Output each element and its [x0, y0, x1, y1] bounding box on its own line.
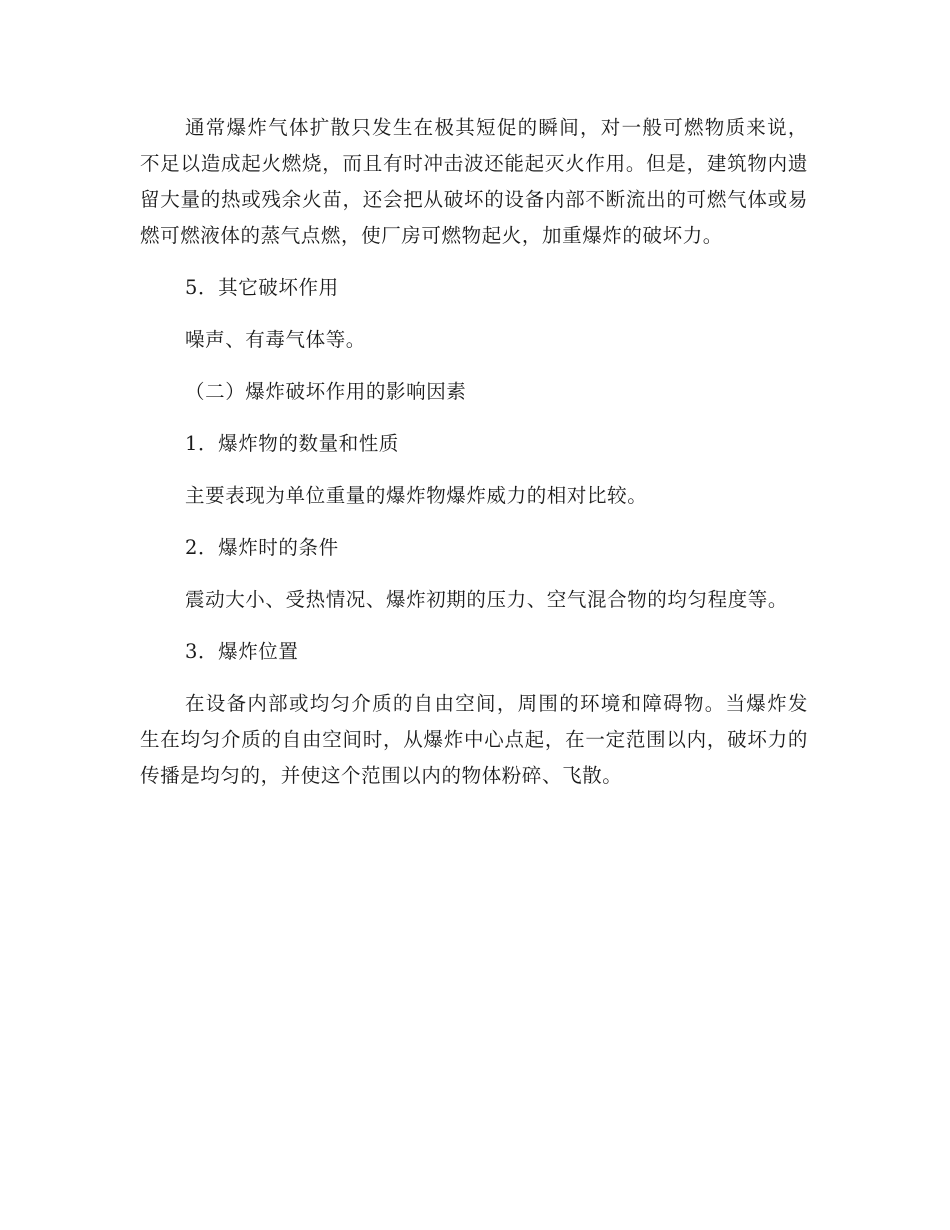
paragraph-conditions-detail: 震动大小、受热情况、爆炸初期的压力、空气混合物的均匀程度等。	[185, 588, 789, 611]
document-body	[140, 110, 808, 794]
section-heading-influencing-factors: （二）爆炸破坏作用的影响因素	[185, 380, 467, 403]
paragraph-location-detail: 在设备内部或均匀介质的自由空间，周围的环境和障碍物。当爆炸发生在均匀介质的自由空间时，从爆炸中心点起，在一定范围以内，破坏力的传播是均匀的，并使这个范围以内的物体粉碎、飞散。	[140, 692, 808, 787]
paragraph-relative-power: 主要表现为单位重量的爆炸物爆炸威力的相对比较。	[185, 484, 648, 507]
paragraph-noise-toxic-gas: 噪声、有毒气体等。	[185, 328, 366, 351]
heading-explosion-conditions: 2．爆炸时的条件	[185, 536, 339, 559]
heading-explosion-location: 3．爆炸位置	[185, 640, 299, 663]
paragraph-explosion-gas-diffusion: 通常爆炸气体扩散只发生在极其短促的瞬间，对一般可燃物质来说，不足以造成起火燃烧，而且有时冲击波还能起灭火作用。但是，建筑物内遗留大量的热或残余火苗，还会把从破坏的设备内部不断流出的可燃气体或易燃可燃液体的蒸气点燃，使厂房可燃物起火，加重爆炸的破坏力。	[140, 116, 808, 247]
heading-quantity-and-nature: 1．爆炸物的数量和性质	[185, 432, 400, 455]
heading-other-damage: 5．其它破坏作用	[185, 276, 339, 299]
